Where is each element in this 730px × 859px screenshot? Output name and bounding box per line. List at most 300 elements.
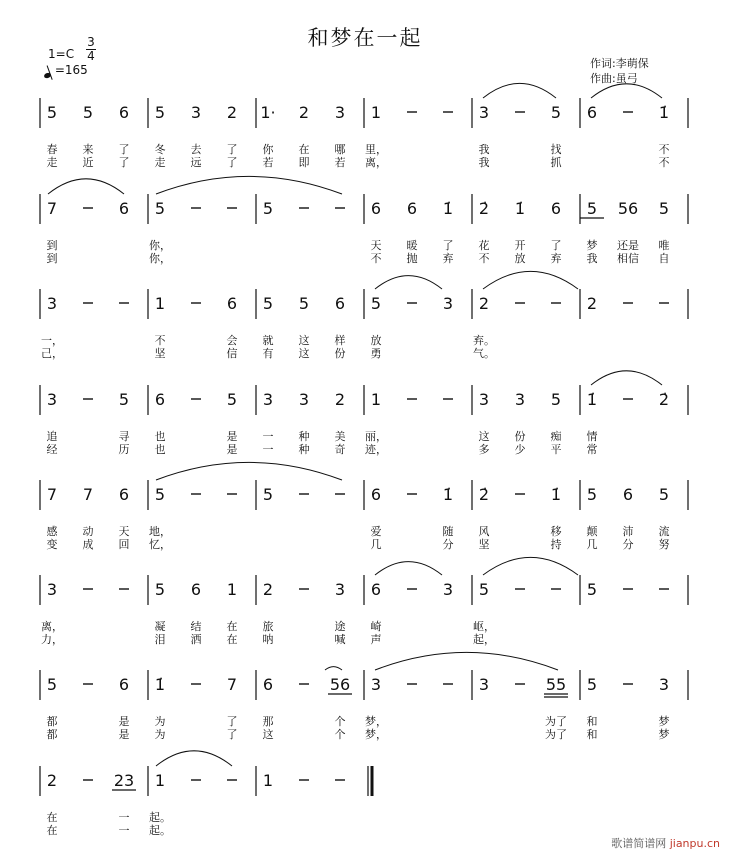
- lyric-lyric2: 几: [586, 538, 598, 551]
- lyric-lyric2: 抛: [406, 252, 418, 265]
- lyric-lyric2: 我: [586, 252, 598, 265]
- lyric-lyric1: 一，: [41, 334, 63, 347]
- note-dash: [412, 405, 413, 406]
- watermark-domain: jianpu.cn: [669, 837, 720, 850]
- note: 55: [545, 675, 567, 694]
- note: 2̇: [658, 390, 670, 409]
- meter-bottom: 4: [87, 49, 95, 63]
- note: 3: [262, 390, 274, 409]
- note: 3: [46, 580, 58, 599]
- note-dash: [664, 595, 665, 596]
- lyric-lyric2: 忆，: [149, 538, 171, 551]
- note: 3: [478, 103, 490, 122]
- note: 2̇: [478, 485, 490, 504]
- lyric-lyric2: 不: [370, 252, 382, 265]
- lyric-lyric2: 自: [658, 252, 670, 265]
- lyric-lyric2: 起，: [473, 633, 495, 646]
- lyric-lyric2: 一: [262, 443, 274, 456]
- lyric-lyric1: 动: [82, 525, 94, 538]
- lyric-lyric1: 风: [478, 525, 490, 538]
- lyric-lyric2: 一: [118, 824, 130, 837]
- note: 3: [442, 580, 454, 599]
- lyric-lyric2: 喊: [334, 633, 346, 646]
- lyric-lyric2: 和: [586, 728, 598, 741]
- note: 5: [46, 675, 58, 694]
- lyric-lyric1: 我: [478, 143, 490, 156]
- lyric-lyric2: 是: [226, 443, 238, 456]
- note: 6: [118, 485, 130, 504]
- note: 2̇: [478, 199, 490, 218]
- note-dash: [628, 118, 629, 119]
- lyric-lyric1: 结: [190, 620, 202, 633]
- lyric-lyric1: 岖，: [473, 620, 495, 633]
- note: 6: [154, 390, 166, 409]
- note: 5: [262, 485, 274, 504]
- lyric-lyric1: 离，: [41, 620, 63, 633]
- note: 5: [118, 390, 130, 409]
- lyric-lyric1: 在: [46, 811, 58, 824]
- note: 6: [118, 103, 130, 122]
- note: 7: [82, 485, 94, 504]
- lyric-lyric2: 离，: [365, 156, 387, 169]
- lyric-lyric2: 梦: [658, 728, 670, 741]
- lyric-lyric2: 呐: [262, 633, 274, 646]
- lyric-lyric2: 己，: [41, 347, 63, 360]
- note: 5: [154, 580, 166, 599]
- lyric-lyric1: 一: [118, 811, 130, 824]
- lyric-lyric2: 常: [586, 443, 598, 456]
- lyric-lyric2: 都: [46, 728, 58, 741]
- note: 5: [46, 103, 58, 122]
- lyric-lyric1: 丽，: [365, 430, 387, 443]
- note: 5: [226, 390, 238, 409]
- note-dash: [196, 786, 197, 787]
- lyric-lyric2: 起。: [149, 824, 171, 837]
- watermark: [611, 835, 720, 851]
- lyric-lyric1: 份: [514, 430, 526, 443]
- note: 6: [370, 580, 382, 599]
- note: 23: [113, 771, 135, 790]
- lyric-lyric1: 情: [586, 430, 598, 443]
- lyric-lyric1: 暖: [406, 239, 418, 252]
- note: 1̇: [586, 390, 598, 409]
- lyric-lyric2: 分: [442, 538, 454, 551]
- lyric-lyric2: 平: [550, 443, 562, 456]
- lyric-lyric1: 起。: [149, 811, 171, 824]
- lyric-lyric2: 即: [298, 156, 310, 169]
- slur-arc: [375, 276, 442, 289]
- lyric-lyric1: 在: [226, 620, 238, 633]
- note: 2: [298, 103, 310, 122]
- note: 3: [46, 390, 58, 409]
- note-dash: [340, 500, 341, 501]
- note: 5: [262, 294, 274, 313]
- note-dash: [520, 595, 521, 596]
- note: 6: [550, 199, 562, 218]
- lyric-lyric2: 努: [658, 538, 670, 551]
- lyric-lyric2: 走: [154, 156, 166, 169]
- lyric-lyric2: 分: [622, 538, 634, 551]
- note-dash: [628, 405, 629, 406]
- lyric-lyric2: 弃: [442, 252, 454, 265]
- note: 7: [226, 675, 238, 694]
- lyric-lyric1: 放: [370, 334, 382, 347]
- note: 1: [370, 103, 382, 122]
- lyric-lyric1: 了: [550, 239, 562, 252]
- note-dash: [412, 690, 413, 691]
- note: 2: [334, 390, 346, 409]
- lyric-lyric1: 找: [550, 143, 562, 156]
- note: 6: [190, 580, 202, 599]
- note-dash: [556, 595, 557, 596]
- lyric-lyric2: 这: [298, 347, 310, 360]
- note-dash: [232, 214, 233, 215]
- note: 1: [154, 771, 166, 790]
- note-dash: [304, 500, 305, 501]
- lyric-lyric2: 不: [478, 252, 490, 265]
- tempo-value: =165: [54, 63, 88, 77]
- note: 6: [118, 675, 130, 694]
- lyric-lyric2: 迹，: [365, 443, 387, 456]
- lyric-lyric1: 痴: [550, 430, 562, 443]
- note-dash: [556, 309, 557, 310]
- note: 6: [262, 675, 274, 694]
- note-dash: [232, 500, 233, 501]
- lyric-lyric1: 了: [226, 143, 238, 156]
- note: 5: [478, 580, 490, 599]
- note: 5: [586, 199, 598, 218]
- note: 3: [298, 390, 310, 409]
- lyric-lyric1: 是: [118, 715, 130, 728]
- lyric-lyric1: 哪: [334, 143, 346, 156]
- note: 7: [46, 199, 58, 218]
- lyric-lyric2: 气。: [473, 347, 495, 360]
- note: 5: [154, 199, 166, 218]
- lyric-lyric2: 你，: [149, 252, 171, 265]
- lyric-lyric2: 持: [550, 538, 562, 551]
- lyric-lyric2: 洒: [190, 633, 202, 646]
- note: 3: [190, 103, 202, 122]
- slur-arc: [375, 652, 558, 670]
- note-dash: [412, 595, 413, 596]
- lyric-lyric1: 途: [334, 620, 346, 633]
- note: 5: [586, 580, 598, 599]
- lyric-lyric2: 成: [82, 538, 94, 551]
- note-dash: [124, 595, 125, 596]
- note: 3: [46, 294, 58, 313]
- note-dash: [88, 405, 89, 406]
- note: 56: [617, 199, 639, 218]
- lyric-lyric2: 经: [46, 443, 58, 456]
- note: 5: [658, 199, 670, 218]
- lyric-lyric1: 会: [226, 334, 238, 347]
- lyric-lyric1: 天: [370, 239, 382, 252]
- note-dash: [628, 690, 629, 691]
- note-dash: [412, 309, 413, 310]
- note: 5: [82, 103, 94, 122]
- note: 1̇: [442, 485, 454, 504]
- lyric-lyric2: 远: [190, 156, 202, 169]
- note: 7: [46, 485, 58, 504]
- slur-arc: [483, 271, 578, 289]
- lyric-lyric1: 流: [658, 525, 670, 538]
- lyric-lyric1: 这: [298, 334, 310, 347]
- note: 1̇: [550, 485, 562, 504]
- lyric-lyric2: 了: [226, 728, 238, 741]
- lyric-lyric1: 冬: [154, 143, 166, 156]
- note: 3: [370, 675, 382, 694]
- lyric-lyric1: 就: [262, 334, 274, 347]
- note-dash: [88, 214, 89, 215]
- note-dash: [304, 786, 305, 787]
- note: 1: [154, 294, 166, 313]
- note-dash: [448, 118, 449, 119]
- lyric-lyric2: 走: [46, 156, 58, 169]
- lyric-lyric1: 梦，: [365, 715, 387, 728]
- lyric-lyric1: 个: [334, 715, 346, 728]
- composer: 作曲:虽弓: [590, 72, 638, 85]
- note-dash: [88, 595, 89, 596]
- lyric-lyric2: 力，: [41, 633, 63, 646]
- note: 6: [334, 294, 346, 313]
- slur-arc: [591, 84, 662, 98]
- lyric-lyric1: 唯: [658, 239, 670, 252]
- lyric-lyric2: 我: [478, 156, 490, 169]
- lyric-lyric1: 开: [514, 239, 526, 252]
- lyric-lyric1: 到: [46, 239, 58, 252]
- note-dash: [448, 690, 449, 691]
- lyric-lyric1: 随: [442, 525, 454, 538]
- lyric-lyric1: 颠: [586, 525, 598, 538]
- note-dash: [412, 118, 413, 119]
- note: 1̇: [154, 675, 166, 694]
- lyric-lyric1: 这: [478, 430, 490, 443]
- lyric-lyric2: 近: [82, 156, 94, 169]
- lyric-lyric2: 在: [46, 824, 58, 837]
- note: 3: [658, 675, 670, 694]
- lyric-lyric1: 感: [46, 525, 58, 538]
- lyric-lyric2: 有: [262, 347, 274, 360]
- note: 1: [226, 580, 238, 599]
- lyric-lyric1: 不: [154, 334, 166, 347]
- lyric-lyric1: 天: [118, 525, 130, 538]
- note: 2: [586, 294, 598, 313]
- note-dash: [304, 690, 305, 691]
- lyric-lyric1: 和: [586, 715, 598, 728]
- lyric-lyric2: 到: [46, 252, 58, 265]
- note: 5: [298, 294, 310, 313]
- note-dash: [520, 690, 521, 691]
- note-dash: [88, 786, 89, 787]
- note-dash: [196, 214, 197, 215]
- note-dash: [520, 309, 521, 310]
- lyric-lyric1: 在: [298, 143, 310, 156]
- note-dash: [664, 309, 665, 310]
- song-title: 和梦在一起: [307, 26, 423, 50]
- note: 1: [262, 771, 274, 790]
- note-dash: [304, 214, 305, 215]
- note: 56: [329, 675, 351, 694]
- note: 1: [370, 390, 382, 409]
- lyric-lyric1: 美: [334, 430, 346, 443]
- lyric-lyric1: 移: [550, 525, 562, 538]
- lyric-lyric2: 不: [658, 156, 670, 169]
- note: 6: [370, 199, 382, 218]
- key-signature: 1=C: [48, 47, 75, 61]
- note: 6: [226, 294, 238, 313]
- note: 3: [478, 675, 490, 694]
- note: 6: [406, 199, 418, 218]
- lyric-lyric2: 抓: [550, 156, 562, 169]
- note-dash: [196, 500, 197, 501]
- lyric-lyric2: 梦，: [365, 728, 387, 741]
- lyric-lyric2: 弃: [550, 252, 562, 265]
- lyric-lyric1: 一: [262, 430, 274, 443]
- lyric-lyric1: 不: [658, 143, 670, 156]
- lyric-lyric1: 也: [154, 430, 166, 443]
- lyric-lyric1: 为了: [545, 715, 567, 728]
- lyric-lyric2: 声: [370, 633, 382, 646]
- note: 5: [586, 485, 598, 504]
- lyric-lyric1: 你，: [149, 239, 171, 252]
- note: 3: [478, 390, 490, 409]
- note: 6: [622, 485, 634, 504]
- note: 2: [478, 294, 490, 313]
- note: 3: [442, 294, 454, 313]
- lyric-lyric1: 梦: [586, 239, 598, 252]
- lyric-lyric2: 坚: [478, 538, 490, 551]
- note-dash: [520, 118, 521, 119]
- lyric-lyric2: 勇: [370, 347, 382, 360]
- lyric-lyric1: 爱: [370, 525, 382, 538]
- note: 3: [334, 580, 346, 599]
- lyric-lyric2: 信: [226, 347, 238, 360]
- lyric-lyric2: 历: [118, 443, 130, 456]
- note: 3: [334, 103, 346, 122]
- slur-arc: [156, 751, 232, 766]
- note: 5: [154, 103, 166, 122]
- lyric-lyric2: 也: [154, 443, 166, 456]
- lyric-lyric2: 若: [334, 156, 346, 169]
- note: 5: [586, 675, 598, 694]
- note: 5: [550, 103, 562, 122]
- slur-arc: [483, 83, 556, 98]
- note-dash: [88, 690, 89, 691]
- slur-arc: [48, 179, 124, 194]
- note: 2: [226, 103, 238, 122]
- note-dash: [628, 309, 629, 310]
- note: 2: [262, 580, 274, 599]
- note-dash: [196, 309, 197, 310]
- lyric-lyric1: 那: [262, 715, 274, 728]
- lyric-lyric1: 里，: [365, 143, 387, 156]
- note: 1̇: [658, 103, 670, 122]
- note-dash: [304, 595, 305, 596]
- note-dash: [448, 405, 449, 406]
- note-dash: [88, 309, 89, 310]
- lyric-lyric1: 追: [46, 430, 58, 443]
- lyric-lyric1: 地，: [149, 525, 171, 538]
- meter-top: 3: [87, 35, 95, 49]
- lyric-lyric1: 是: [226, 430, 238, 443]
- lyric-lyric1: 旅: [262, 620, 274, 633]
- lyric-lyric1: 了: [226, 715, 238, 728]
- lyric-lyric2: 了: [118, 156, 130, 169]
- lyric-lyric1: 寻: [118, 430, 130, 443]
- lyric-lyric1: 了: [442, 239, 454, 252]
- slur-arc: [325, 667, 342, 670]
- note-dash: [340, 214, 341, 215]
- slur-arc: [156, 462, 342, 480]
- lyric-lyric1: 春: [46, 143, 58, 156]
- lyric-lyric2: 个: [334, 728, 346, 741]
- slur-arc: [591, 371, 662, 385]
- lyric-lyric1: 去: [190, 143, 202, 156]
- lyric-lyric2: 若: [262, 156, 274, 169]
- slur-arc: [375, 562, 442, 575]
- lyric-lyric1: 梦: [658, 715, 670, 728]
- lyric-lyric2: 种: [298, 443, 310, 456]
- lyric-lyric1: 还是: [617, 239, 639, 252]
- note-dash: [232, 786, 233, 787]
- lyric-lyric1: 花: [478, 239, 490, 252]
- lyric-lyric1: 凝: [154, 620, 166, 633]
- note: 3: [514, 390, 526, 409]
- note: 5: [550, 390, 562, 409]
- slur-arc: [483, 557, 578, 575]
- lyric-lyric2: 是: [118, 728, 130, 741]
- lyric-lyric1: 样: [334, 334, 346, 347]
- note-dash: [520, 500, 521, 501]
- note: 6: [118, 199, 130, 218]
- lyric-lyric1: 来: [82, 143, 94, 156]
- lyric-lyric1: 你: [262, 143, 274, 156]
- lyric-lyric2: 多: [478, 443, 490, 456]
- lyric-lyric1: 为: [154, 715, 166, 728]
- lyric-lyric2: 为: [154, 728, 166, 741]
- watermark-site: 歌谱简谱网: [611, 837, 667, 850]
- lyric-lyric1: 了: [118, 143, 130, 156]
- lyric-lyric2: 少: [514, 443, 526, 456]
- lyric-lyric1: 弃。: [473, 334, 495, 347]
- note-dash: [124, 309, 125, 310]
- note: 1̇: [514, 199, 526, 218]
- note: 1·: [260, 103, 276, 122]
- note: 5: [262, 199, 274, 218]
- lyric-lyric2: 份: [334, 347, 346, 360]
- lyric-lyric2: 放: [514, 252, 526, 265]
- note-dash: [196, 405, 197, 406]
- lyric-lyric1: 种: [298, 430, 310, 443]
- note: 5: [658, 485, 670, 504]
- note: 5: [154, 485, 166, 504]
- lyric-lyric1: 崎: [370, 620, 382, 633]
- lyric-lyric1: 沛: [622, 525, 634, 538]
- note-dash: [412, 500, 413, 501]
- note: 6: [370, 485, 382, 504]
- lyric-lyric2: 为了: [545, 728, 567, 741]
- lyric-lyric2: 变: [46, 538, 58, 551]
- lyric-lyric2: 在: [226, 633, 238, 646]
- lyric-lyric2: 泪: [154, 633, 166, 646]
- note: 5: [370, 294, 382, 313]
- note: 2: [46, 771, 58, 790]
- slur-arc: [156, 176, 342, 194]
- note-dash: [340, 786, 341, 787]
- note-dash: [196, 690, 197, 691]
- lyric-lyric2: 了: [226, 156, 238, 169]
- lyric-lyric2: 坚: [154, 347, 166, 360]
